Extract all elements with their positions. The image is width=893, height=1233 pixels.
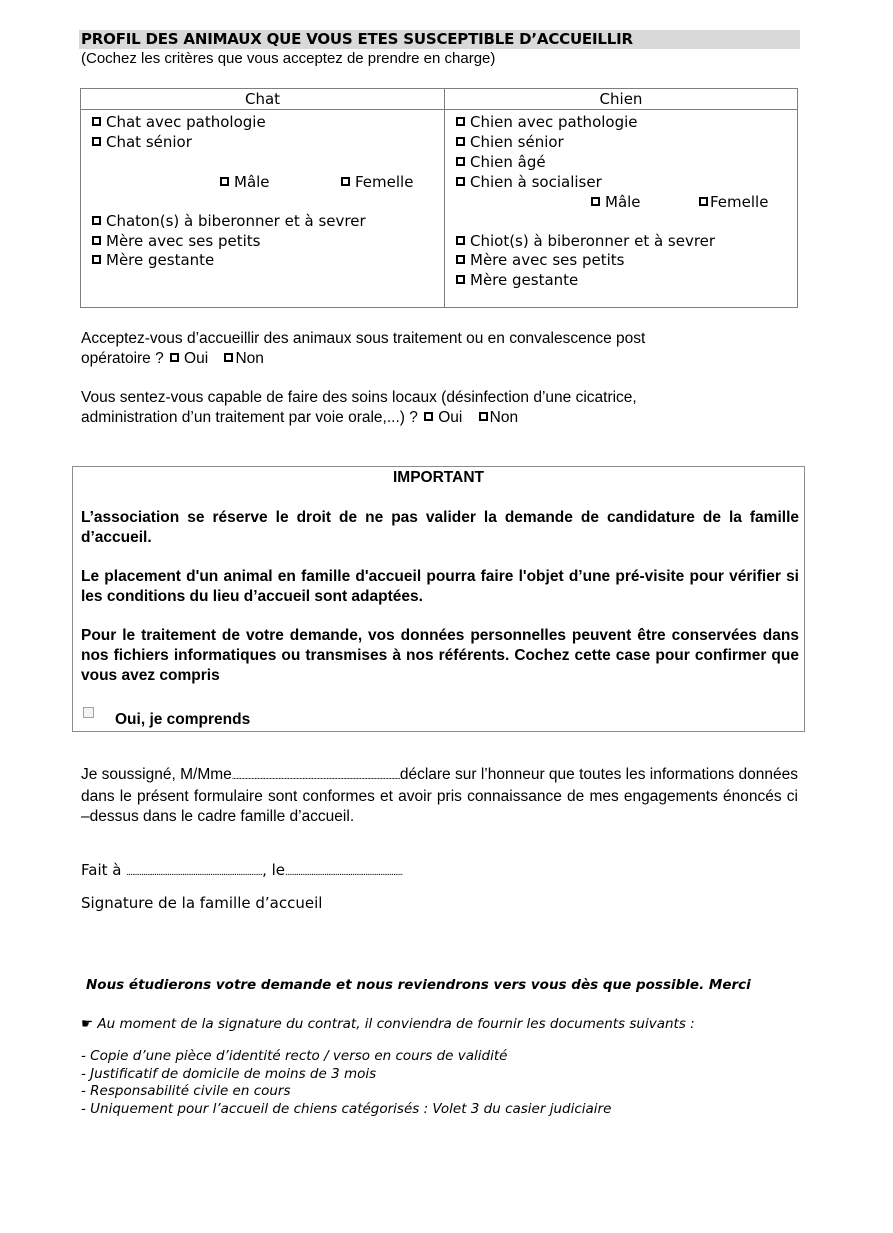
signature-label: Signature de la famille d’accueil (81, 894, 323, 912)
checkbox-icon[interactable] (456, 177, 465, 186)
section-subtitle: (Cochez les critères que vous acceptez de prendre en charge) (81, 50, 496, 67)
checkbox-chat-male[interactable]: Mâle (220, 172, 270, 192)
document-item: - Copie d’une pièce d’identité recto / verso en cours de validité (81, 1048, 508, 1064)
checkbox-icon[interactable] (224, 353, 233, 362)
option-soins-oui[interactable]: Oui (422, 409, 462, 426)
fait-a-line: Fait à ........................................................................., le............................................................... (81, 861, 403, 879)
checkbox-chat-mere-petits[interactable]: Mère avec ses petits (92, 231, 260, 251)
checkbox-chat-pathologie[interactable]: Chat avec pathologie (92, 112, 266, 132)
checkbox-icon[interactable] (699, 197, 708, 206)
checkbox-icon[interactable] (92, 216, 101, 225)
important-box (72, 466, 805, 732)
important-paragraph-donnees: Pour le traitement de votre demande, vos données personnelles peuvent être conservées dans nos fichiers informatiques ou transmises à nos référents. Cochez cette case pour confirmer que vous avez compris (81, 627, 799, 684)
document-item: - Responsabilité civile en cours (81, 1083, 291, 1099)
checkbox-icon[interactable] (456, 157, 465, 166)
checkbox-chien-senior[interactable]: Chien sénior (456, 132, 564, 152)
question-soins-line2: administration d’un traitement par voie orale,...) ? Oui Non (81, 409, 519, 426)
chat-column (81, 110, 445, 308)
question-soins-line1: Vous sentez-vous capable de faire des soins locaux (désinfection d’une cicatrice, (81, 389, 637, 406)
declaration-paragraph: Je soussigné, M/Mme................................................................................................................déclare sur l’honneur que toutes les informations données dans le présent formulaire sont conformes et avoir pris connaissance de mes engagements énoncés ci –dessus dans le cadre famille d’accueil. (81, 766, 798, 825)
checkbox-icon[interactable] (456, 137, 465, 146)
checkbox-chien-pathologie[interactable]: Chien avec pathologie (456, 112, 638, 132)
checkbox-chien-age[interactable]: Chien âgé (456, 152, 546, 172)
checkbox-chien-socialiser[interactable]: Chien à socialiser (456, 172, 602, 192)
checkbox-icon[interactable] (220, 177, 229, 186)
document-item: - Justificatif de domicile de moins de 3 mois (81, 1066, 377, 1082)
checkbox-chat-senior[interactable]: Chat sénior (92, 132, 192, 152)
animal-profile-table (80, 88, 798, 308)
closing-message: Nous étudierons votre demande et nous reviendrons vers vous dès que possible. Merci (86, 977, 751, 993)
checkbox-icon[interactable] (170, 353, 179, 362)
checkbox-icon[interactable] (456, 236, 465, 245)
checkbox-chat-mere-gestante[interactable]: Mère gestante (92, 250, 214, 270)
column-header-chien: Chien (445, 89, 798, 110)
place-field[interactable]: ......................................................................... (126, 868, 263, 878)
checkbox-icon[interactable] (456, 117, 465, 126)
checkbox-icon[interactable] (92, 255, 101, 264)
checkbox-chaton-biberonner[interactable]: Chaton(s) à biberonner et à sevrer (92, 211, 366, 231)
question-traitement-line2: opératoire ? Oui Non (81, 350, 264, 367)
checkbox-chat-femelle[interactable]: Femelle (341, 172, 413, 192)
consent-checkbox[interactable] (83, 707, 94, 718)
checkbox-icon[interactable] (456, 255, 465, 264)
consent-label[interactable]: Oui, je comprends (115, 711, 251, 728)
checkbox-chien-femelle[interactable]: Femelle (699, 192, 768, 212)
column-header-chat: Chat (81, 89, 445, 110)
checkbox-chiot-biberonner[interactable]: Chiot(s) à biberonner et à sevrer (456, 231, 715, 251)
checkbox-icon[interactable] (92, 117, 101, 126)
important-paragraph-previsite: Le placement d'un animal en famille d'accueil pourra faire l'objet d’une pré-visite pour vérifier si les conditions du lieu d’accueil sont adaptées. (81, 568, 799, 605)
checkbox-icon[interactable] (341, 177, 350, 186)
checkbox-icon[interactable] (456, 275, 465, 284)
checkbox-chien-mere-petits[interactable]: Mère avec ses petits (456, 250, 624, 270)
checkbox-icon[interactable] (92, 236, 101, 245)
documents-notice: ☛ Au moment de la signature du contrat, il conviendra de fournir les documents suivants : (81, 1016, 695, 1032)
chien-column (445, 110, 798, 308)
name-field[interactable]: ................................................................................................................ (231, 771, 400, 781)
option-traitement-oui[interactable]: Oui (168, 350, 208, 367)
option-traitement-non[interactable]: Non (224, 350, 263, 367)
document-item: - Uniquement pour l’accueil de chiens catégorisés : Volet 3 du casier judiciaire (81, 1101, 612, 1117)
question-traitement-line1: Acceptez-vous d’accueillir des animaux sous traitement ou en convalescence post (81, 330, 646, 347)
checkbox-chien-male[interactable]: Mâle (591, 192, 641, 212)
date-field[interactable]: ............................................................... (285, 868, 403, 878)
section-title: PROFIL DES ANIMAUX QUE VOUS ETES SUSCEPTIBLE D’ACCUEILLIR (81, 30, 633, 48)
checkbox-icon[interactable] (92, 137, 101, 146)
option-soins-non[interactable]: Non (479, 409, 518, 426)
important-paragraph-validation: L’association se réserve le droit de ne pas valider la demande de candidature de la famille d’accueil. (81, 509, 799, 546)
checkbox-chien-mere-gestante[interactable]: Mère gestante (456, 270, 578, 290)
checkbox-icon[interactable] (479, 412, 488, 421)
important-title: IMPORTANT (393, 469, 484, 486)
checkbox-icon[interactable] (591, 197, 600, 206)
checkbox-icon[interactable] (424, 412, 433, 421)
pointing-hand-icon: ☛ (81, 1016, 94, 1032)
